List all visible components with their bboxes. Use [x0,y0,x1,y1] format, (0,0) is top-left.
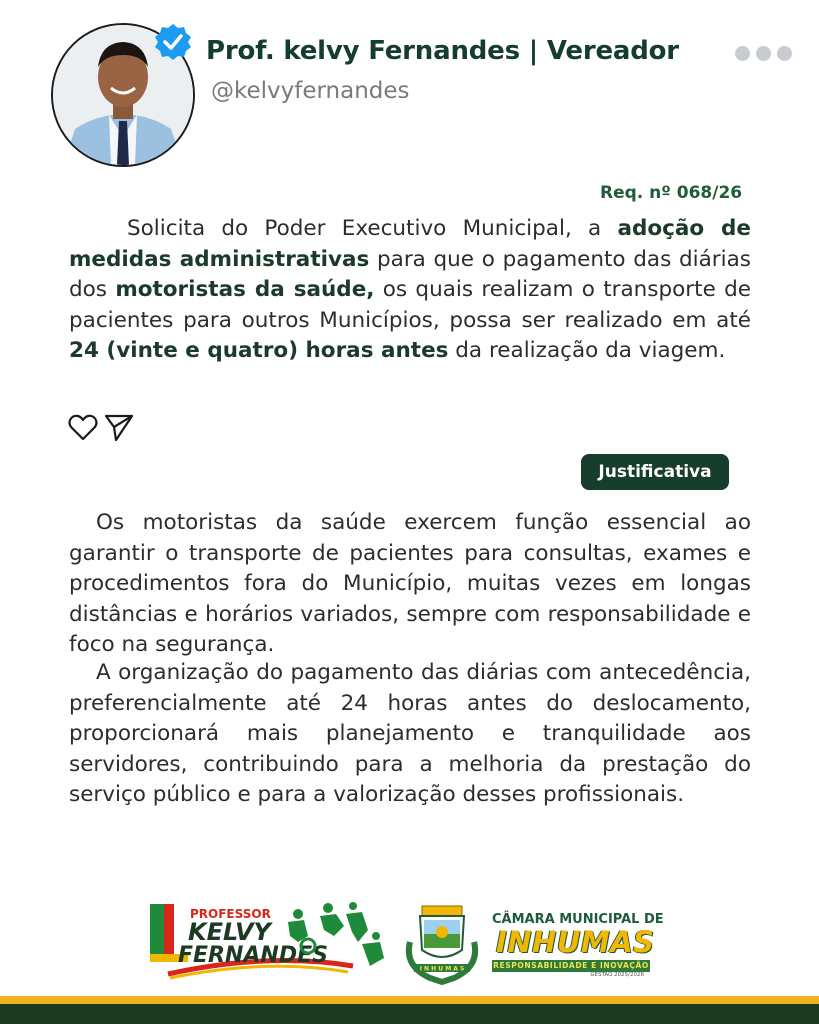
camara-text-logo [492,912,664,982]
kelvy-fernandes-logo [148,896,388,982]
request-highlight-measures: adoção de medidas administrativas [69,216,751,272]
heart-icon[interactable] [69,416,96,439]
kf-logo-line1: PROFESSOR [190,907,271,921]
camara-logo-line3: RESPONSABILIDADE E INOVAÇÃO [493,961,649,970]
justification-paragraph-2: A organização do pagamento das diárias com antecedência, preferencialmente até 24 horas antes do deslocamento, proporcionará mais planejamento e tranquilidade aos servidores, contribuindo para a melhoria da prestação do serviço público e para a valorização desses profissionais. [69,660,751,807]
justification-paragraph-1: Os motoristas da saúde exercem função essencial ao garantir o transporte de pacientes para consultas, exames e procedimentos fora do Município, muitas vezes em longas distâncias e horários variados, sempre com responsabilidade e foco na segurança. [69,510,751,657]
request-highlight-deadline: 24 (vinte e quatro) horas antes [69,338,449,363]
justification-badge: Justificativa [581,454,729,490]
camara-logo-line4: GESTÃO 2025/2026 [590,972,644,978]
profile-handle[interactable]: @kelvyfernandes [211,78,410,104]
camara-seal-logo [400,902,484,986]
camara-logo-line1: CÂMARA MUNICIPAL DE [492,912,664,927]
verified-badge-icon [153,22,193,62]
footer-green-stripe [0,1004,819,1024]
kf-logo-line2: KELVY [188,918,271,946]
post-actions [68,412,138,444]
profile-name[interactable]: Prof. kelvy Fernandes | Vereador [206,36,679,66]
request-highlight-drivers: motoristas da saúde, [115,277,375,302]
footer-gold-stripe [0,996,819,1004]
request-text: Solicita do Poder Executivo Municipal, a adoção de medidas administrativas para que o pagamento das diárias dos motoristas da saúde, os quais realizam o transporte de pacientes para outros Municípios, possa ser realizado em até 24 (vinte e quatro) horas antes da realização da viagem. [69,216,751,363]
request-number: Req. nº 068/26 [600,183,743,203]
more-options-icon[interactable] [735,46,795,64]
send-icon[interactable] [106,416,132,440]
kf-logo-line3: FERNANDES [178,943,328,968]
camara-logo-line2: INHUMAS [496,925,655,959]
svg-text:I N H U M A S: I N H U M A S [419,965,465,973]
